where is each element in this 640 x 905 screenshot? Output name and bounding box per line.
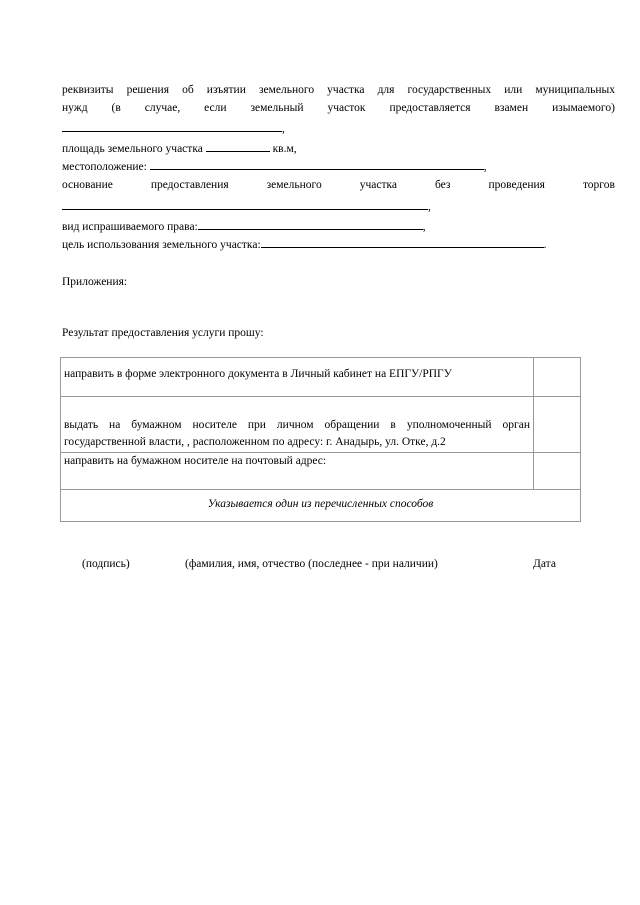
word: проведения xyxy=(488,179,545,191)
word: государственных xyxy=(407,84,492,96)
word: без xyxy=(434,179,451,191)
word: если xyxy=(204,102,227,114)
word: или xyxy=(504,84,523,96)
right-kind-blank[interactable] xyxy=(198,218,423,230)
word: изымаемого) xyxy=(552,102,615,114)
word: земельный xyxy=(250,102,304,114)
word: случае, xyxy=(144,102,181,114)
basis-line xyxy=(62,178,615,192)
option-checkbox[interactable] xyxy=(534,397,581,453)
word: решения xyxy=(126,84,169,96)
punctuation: , xyxy=(282,123,285,135)
punctuation: , xyxy=(428,201,431,213)
word: участок xyxy=(327,102,366,114)
area-unit: кв.м, xyxy=(272,143,297,155)
word: участка xyxy=(327,84,365,96)
requisites-fill-line xyxy=(62,120,285,136)
purpose-label: цель использования земельного участка: xyxy=(62,239,261,251)
option-row xyxy=(61,358,581,397)
requisites-blank[interactable] xyxy=(62,120,282,132)
purpose-line xyxy=(62,236,547,252)
word: участка xyxy=(359,179,397,191)
option-checkbox[interactable] xyxy=(534,453,581,490)
basis-fill-line xyxy=(62,198,431,214)
purpose-blank[interactable] xyxy=(261,236,544,248)
attachments-label: Приложения: xyxy=(62,276,128,288)
word: торгов xyxy=(582,179,615,191)
fio-caption: (фамилия, имя, отчество (последнее - при наличии) xyxy=(185,558,438,570)
word: земельного xyxy=(258,84,315,96)
word: реквизиты xyxy=(62,84,114,96)
word: предоставления xyxy=(150,179,229,191)
word: изъятии xyxy=(206,84,246,96)
word: об xyxy=(182,84,194,96)
punctuation: , xyxy=(483,161,487,173)
option-row xyxy=(61,453,581,490)
area-label: площадь земельного участка xyxy=(62,143,203,155)
word: основание xyxy=(62,179,113,191)
word: муниципальных xyxy=(535,84,615,96)
option-text: выдать на бумажном носителе при личном обращении в уполномоченный орган государственной власти, , расположенном по адресу: г. Анадырь, ул. Отке, д.2 xyxy=(61,397,534,453)
date-caption: Дата xyxy=(533,558,556,570)
location-label: местоположение: xyxy=(62,161,147,173)
word: земельного xyxy=(266,179,322,191)
result-label: Результат предоставления услуги прошу: xyxy=(62,327,264,339)
punctuation: , xyxy=(422,221,426,233)
basis-blank[interactable] xyxy=(62,198,428,210)
option-text: направить на бумажном носителе на почтовый адрес: xyxy=(61,453,534,490)
area-line xyxy=(62,140,297,156)
right-kind-line xyxy=(62,218,426,234)
word: нужд xyxy=(62,102,88,114)
word: предоставляется xyxy=(389,102,471,114)
punctuation: . xyxy=(543,239,547,251)
word: (в xyxy=(111,102,121,114)
word: взамен xyxy=(494,102,529,114)
requisites-line-2 xyxy=(62,101,615,115)
options-note: Указывается один из перечисленных способов xyxy=(61,490,581,522)
option-note-row xyxy=(61,490,581,522)
option-checkbox[interactable] xyxy=(534,358,581,397)
word: для xyxy=(377,84,395,96)
requisites-line-1 xyxy=(62,83,615,97)
location-line xyxy=(62,158,487,174)
location-blank[interactable] xyxy=(150,158,484,170)
signature-caption: (подпись) xyxy=(82,558,130,570)
right-kind-label: вид испрашиваемого права: xyxy=(62,221,198,233)
result-options-table xyxy=(60,357,581,522)
area-blank[interactable] xyxy=(206,140,270,152)
option-row xyxy=(61,397,581,453)
option-text: направить в форме электронного документа в Личный кабинет на ЕПГУ/РПГУ xyxy=(61,358,534,397)
